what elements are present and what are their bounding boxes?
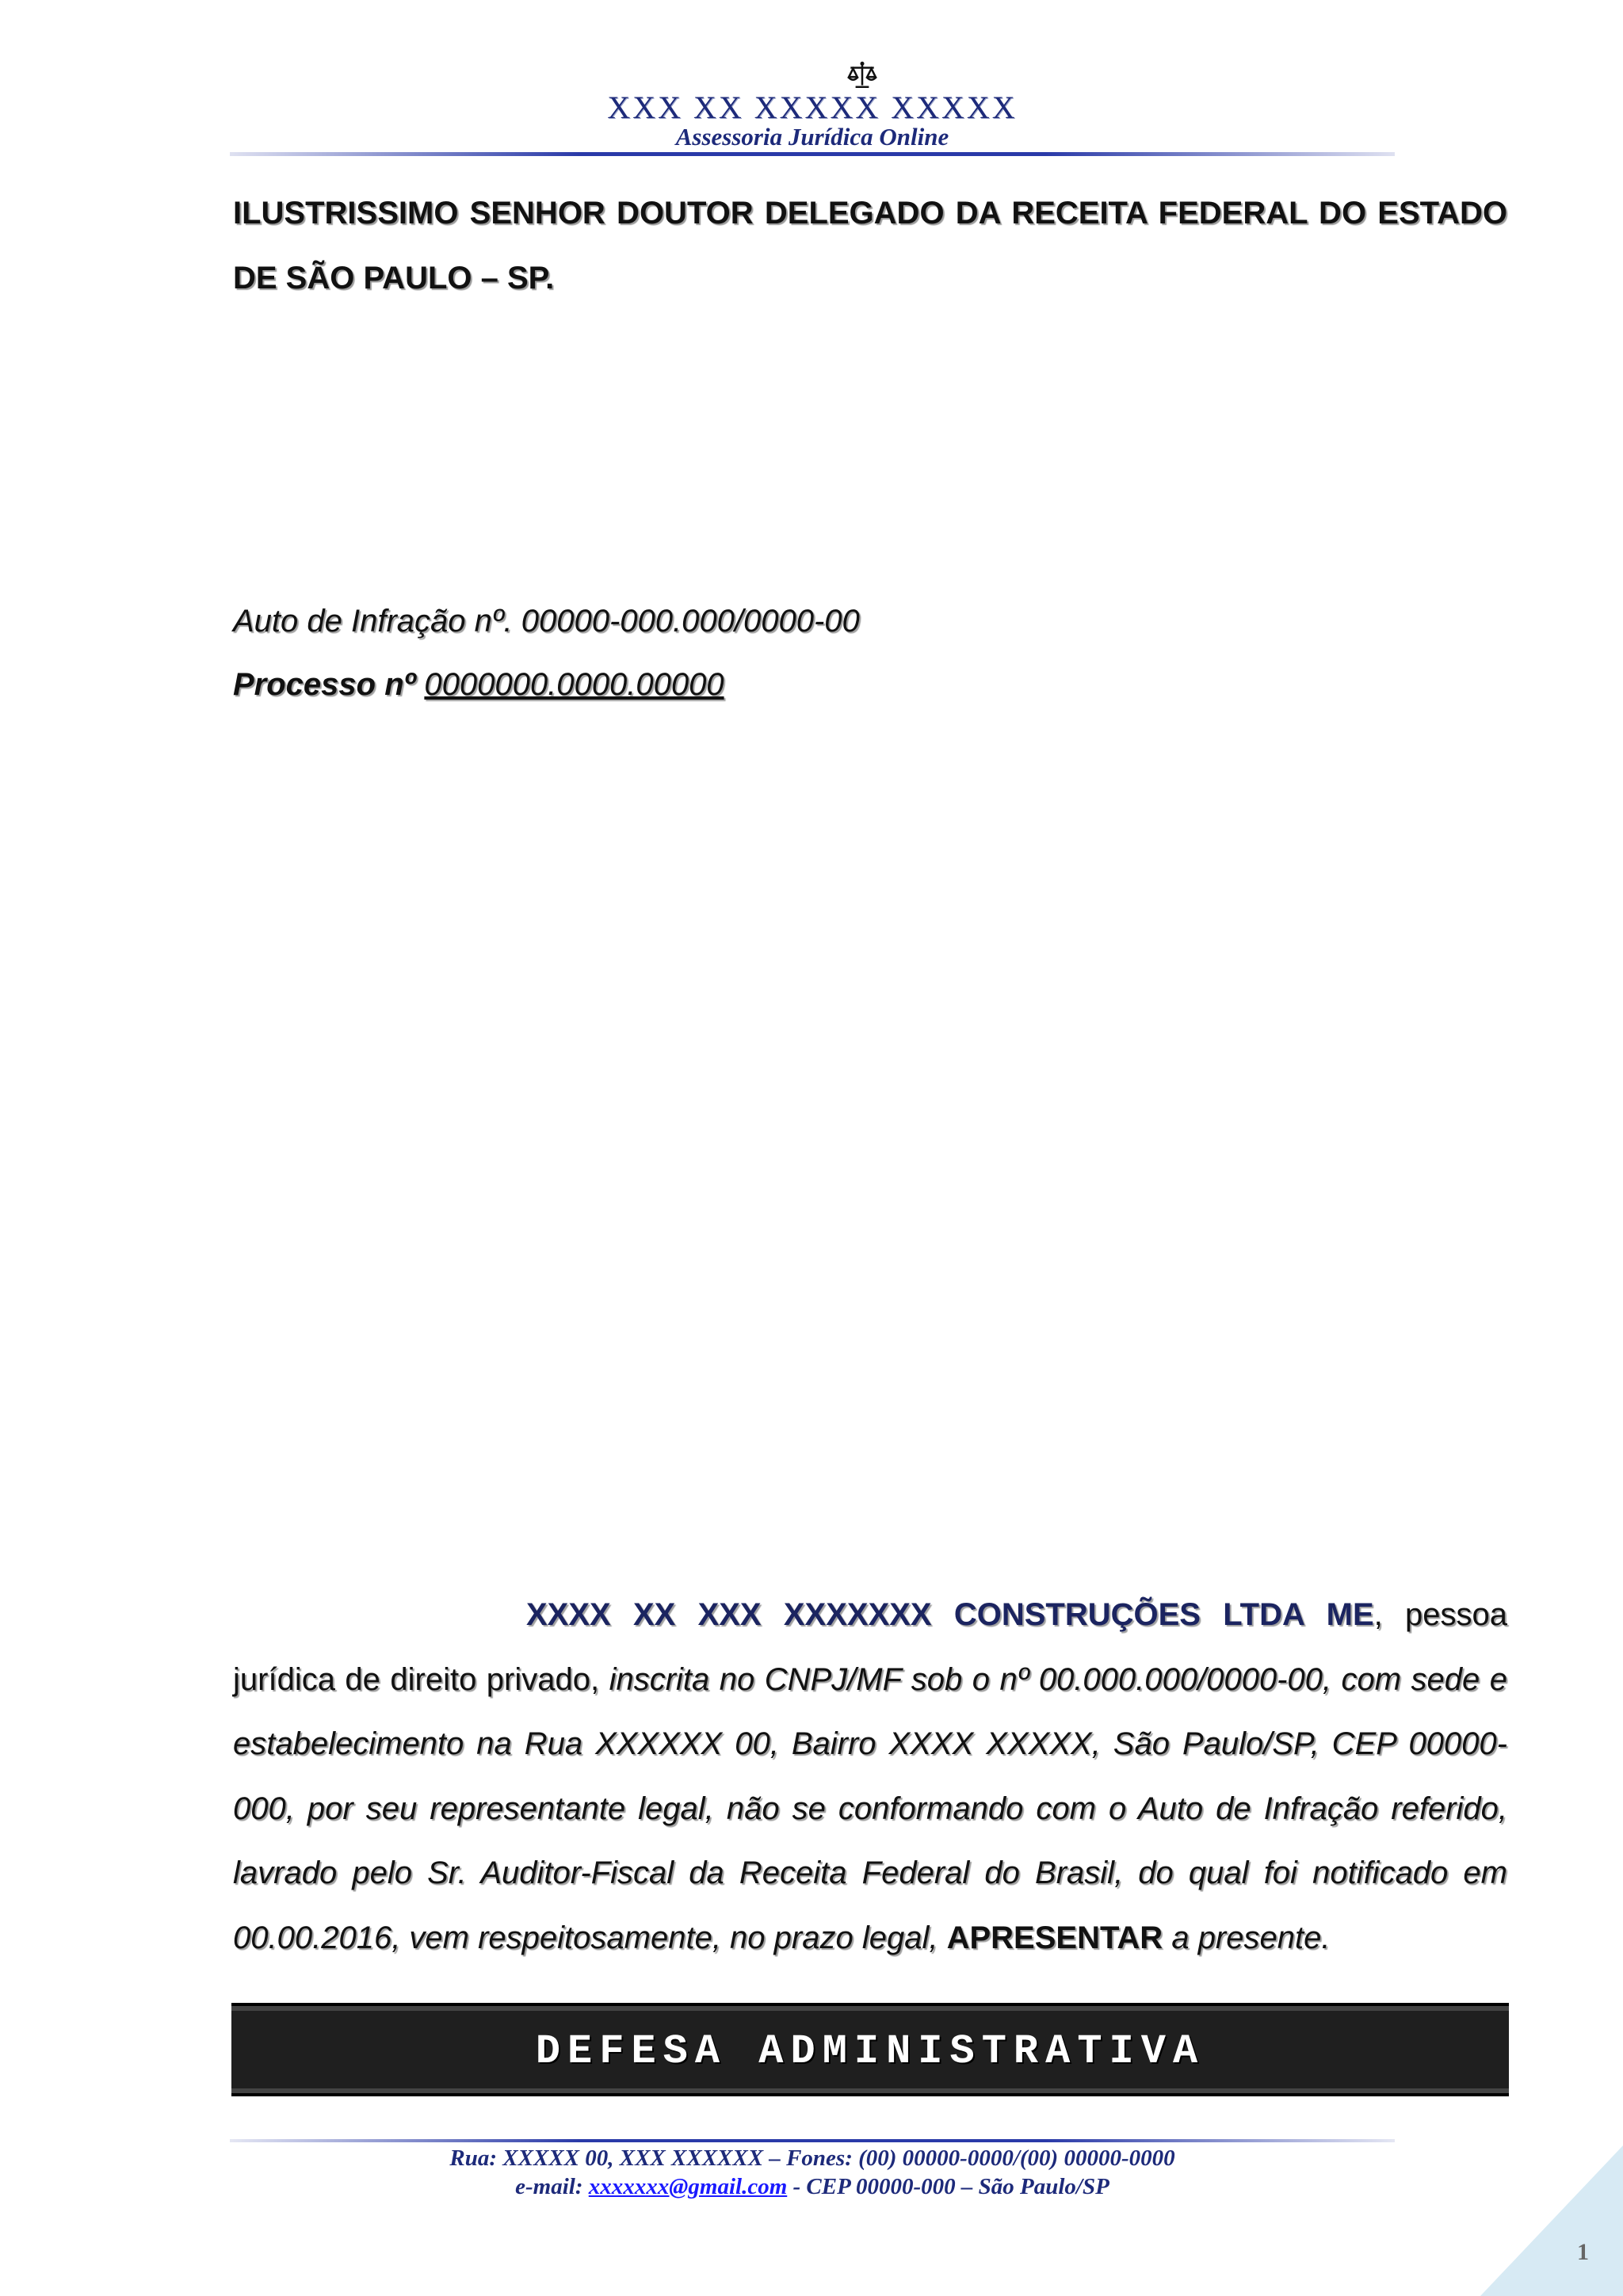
footer-address: Rua: XXXXX 00, XXX XXXXXX – Fones: (00) 00000-0000/(00) 00000-0000 (449, 2145, 1175, 2171)
party-text-2: inscrita no CNPJ/MF sob o nº 00.000.000/0000-00, com sede e estabelecimento na Rua XXXXXX 00, Bairro XXXX XXXXX, São Paulo/SP, CEP 00000-000, por seu representante legal, não se conformando com o Auto de Infração referido, lavrado pelo Sr. Auditor-Fiscal da Receita Federal do Brasil, do qual foi notificado em 00.00.2016, vem respeitosamente, no prazo legal, (233, 1661, 1507, 1955)
letterhead (230, 55, 1395, 158)
footer-contact (230, 2174, 1395, 2200)
footer-divider (230, 2139, 1395, 2142)
footer-cep-city: - CEP 00000-000 – São Paulo/SP (787, 2174, 1109, 2199)
party-text-3: a presente. (1171, 1920, 1331, 1955)
page-number: 1 (1577, 2239, 1589, 2265)
party-text-1: , pessoa jurídica de direito privado, (233, 1597, 1507, 1697)
party-qualification-paragraph (233, 1583, 1507, 1970)
corner-accent (1480, 2145, 1623, 2296)
infraction-reference (233, 604, 860, 639)
footer-email-link[interactable]: xxxxxxx@gmail.com (588, 2174, 788, 2199)
firm-subtitle: Assessoria Jurídica Online (675, 123, 949, 151)
infraction-label: Auto de Infração nº. (233, 604, 513, 639)
company-name: XXXX XX XXX XXXXXXX CONSTRUÇÕES LTDA ME (526, 1597, 1374, 1632)
header-divider (230, 152, 1395, 156)
process-reference (233, 667, 724, 703)
process-number: 0000000.0000.00000 (424, 667, 724, 702)
process-label: Processo nº (233, 667, 416, 702)
document-title-banner (231, 2003, 1509, 2096)
emphasis-apresentar: APRESENTAR (946, 1920, 1163, 1955)
footer-email-label: e-mail: (515, 2174, 583, 2199)
firm-name: XXX XX XXXXX XXXXX (607, 90, 1018, 125)
document-title: DEFESA ADMINISTRATIVA (535, 2028, 1205, 2075)
addressee-heading: ILUSTRISSIMO SENHOR DOUTOR DELEGADO DA RECEITA FEDERAL DO ESTADO DE SÃO PAULO – SP. (233, 196, 1507, 296)
infraction-number: 00000-000.000/0000-00 (521, 604, 860, 639)
